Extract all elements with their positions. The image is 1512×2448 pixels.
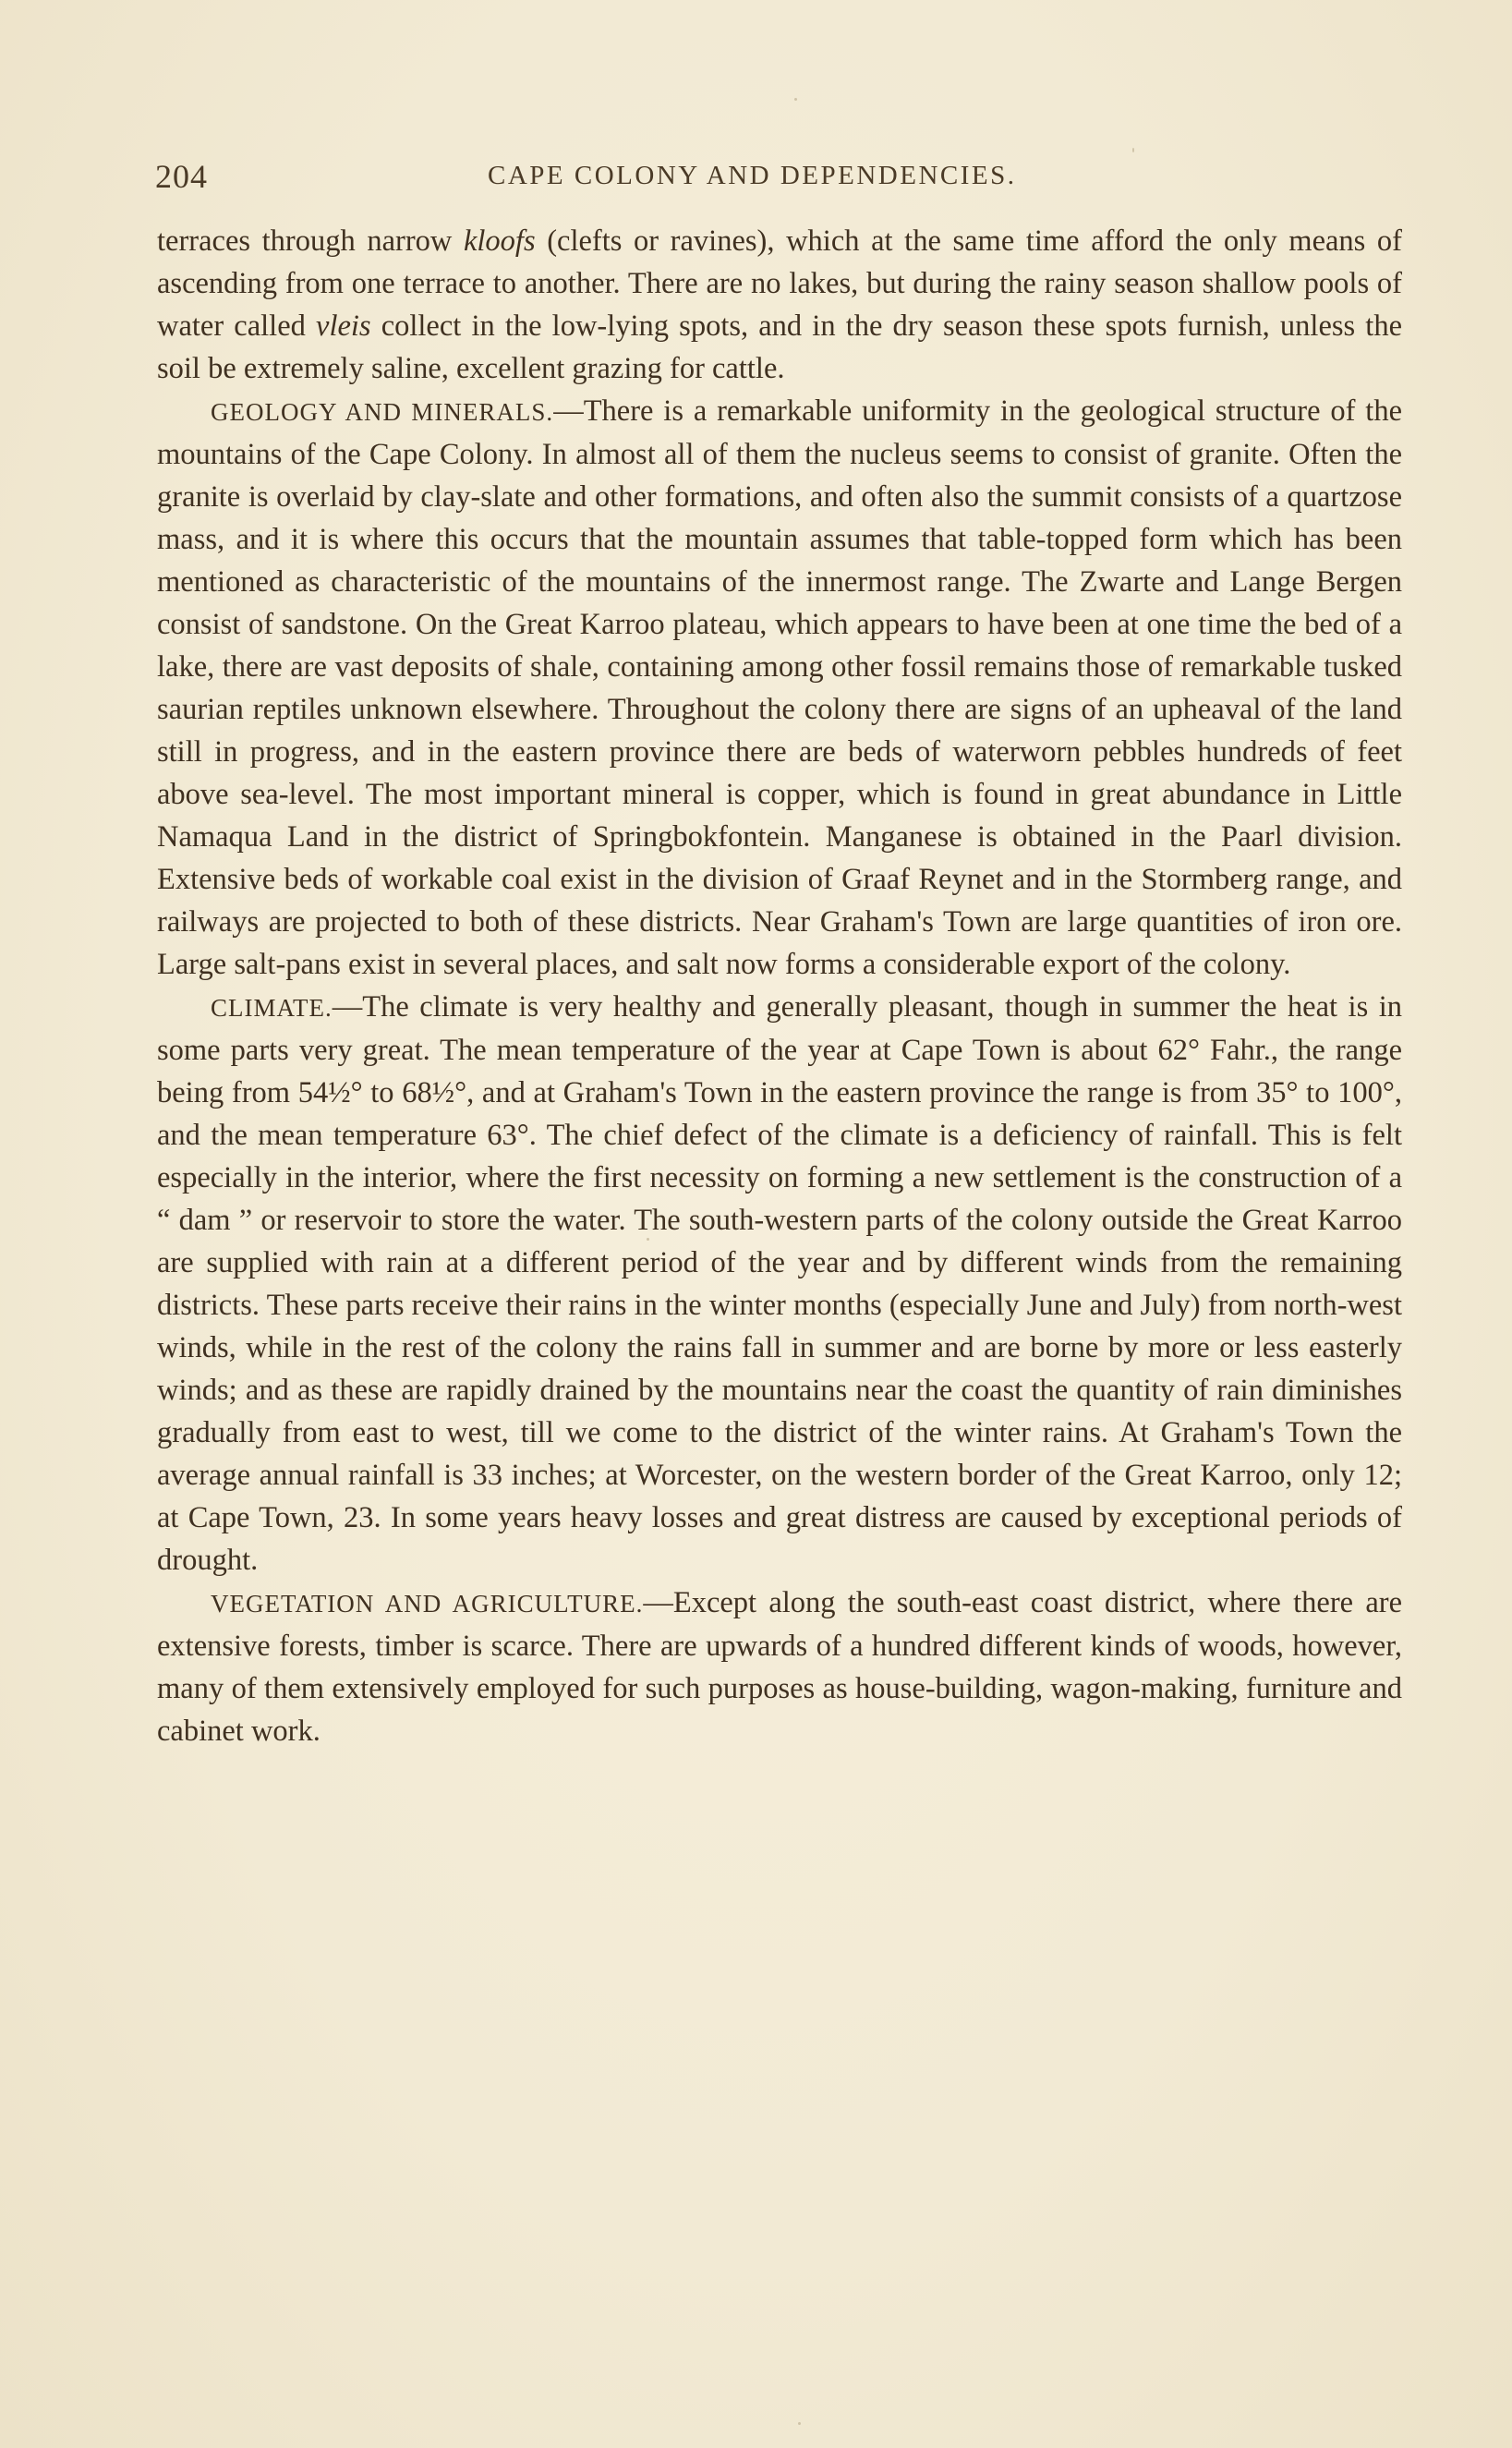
italic-term-kloofs: kloofs xyxy=(463,224,536,258)
paper-speck xyxy=(798,2422,801,2425)
paper-speck xyxy=(794,98,797,101)
text-run: (clefts or ravines), which at the same time afford the only means of ascending from one terrace to another. There are no lakes, but during the rainy season shallow pools of water called xyxy=(157,224,1402,343)
text-run: collect in the low-lying spots, and in the dry season these spots furnish, unless the soil be extremely saline, excellent grazing for cattle. xyxy=(157,309,1403,385)
running-head xyxy=(155,157,1402,198)
paragraph-terraces xyxy=(157,220,1402,390)
paragraph-text: —The climate is very healthy and generally pleasant, though in summer the heat is in some parts very great. The mean temperature of the year at Cape Town is about 62° Fahr., the range being from 54½° to 68½°, and at Graham's Town in the eastern province the range is from 35° to 100°, and the mean temperature 63°. The chief defect of the climate is a deficiency of rainfall. This is felt especially in the interior, where the first necessity on forming a new settlement is the construction of a “ dam ” or reservoir to store the water. The south-western parts of the colony outside the Great Karroo are supplied with rain at a different period of the year and by different winds from the remaining districts. These parts receive their rains in the winter months (especially June and July) from north-west winds, while in the rest of the colony the rains fall in summer and are borne by more or less easterly winds; and as these are rapidly drained by the mountains near the coast the quantity of rain diminishes gradually from east to west, till we come to the district of the winter rains. At Graham's Town the average annual rainfall is 33 inches; at Worcester, on the western border of the Great Karroo, only 12; at Cape Town, 23. In some years heavy losses and great distress are caused by exceptional periods of drought. xyxy=(157,990,1402,1577)
paragraph-climate xyxy=(157,986,1402,1582)
text-run: terraces through narrow xyxy=(157,224,464,258)
paper-speck xyxy=(1132,148,1134,152)
section-heading-climate: CLIMATE. xyxy=(211,994,333,1022)
body-text xyxy=(157,220,1402,1752)
section-heading-vegetation: VEGETATION AND AGRICULTURE. xyxy=(211,1590,644,1618)
paragraph-geology xyxy=(157,390,1402,986)
page-number: 204 xyxy=(155,158,208,195)
italic-term-vleis: vleis xyxy=(316,309,371,343)
paragraph-text: —Except along the south-east coast district, where there are extensive forests, timber is scarce. There are upwards of a hundred different kinds of woods, however, many of them extensively employed for such purposes as house-building, wagon-making, furniture and cabinet work. xyxy=(157,1586,1402,1748)
paragraph-vegetation xyxy=(157,1582,1402,1752)
section-heading-geology: GEOLOGY AND MINERALS. xyxy=(211,398,554,426)
paragraph-text: —There is a remarkable uniformity in the geological structure of the mountains of the Cape Colony. In almost all of them the nucleus seems to consist of granite. Often the granite is overlaid by clay-slate and other formations, and often also the summit consists of a quartzose mass, and it is where this occurs that the mountain assumes that table-topped form which has been mentioned as characteristic of the mountains of the innermost range. The Zwarte and Lange Bergen consist of sandstone. On the Great Karroo plateau, which appears to have been at one time the bed of a lake, there are vast deposits of shale, containing among other fossil remains those of remarkable tusked saurian reptiles unknown elsewhere. Throughout the colony there are signs of an upheaval of the land still in progress, and in the eastern province there are beds of waterworn pebbles hundreds of feet above sea-level. The most important mineral is copper, which is found in great abundance in Little Namaqua Land in the district of Springbokfontein. Manganese is obtained in the Paarl division. Extensive beds of workable coal exist in the division of Graaf Reynet and in the Stormberg range, and railways are projected to both of these districts. Near Graham's Town are large quantities of iron ore. Large salt-pans exist in several places, and salt now forms a considerable export of the colony. xyxy=(157,394,1402,981)
running-title: CAPE COLONY AND DEPENDENCIES. xyxy=(488,161,1017,190)
paper-speck xyxy=(647,1238,649,1241)
